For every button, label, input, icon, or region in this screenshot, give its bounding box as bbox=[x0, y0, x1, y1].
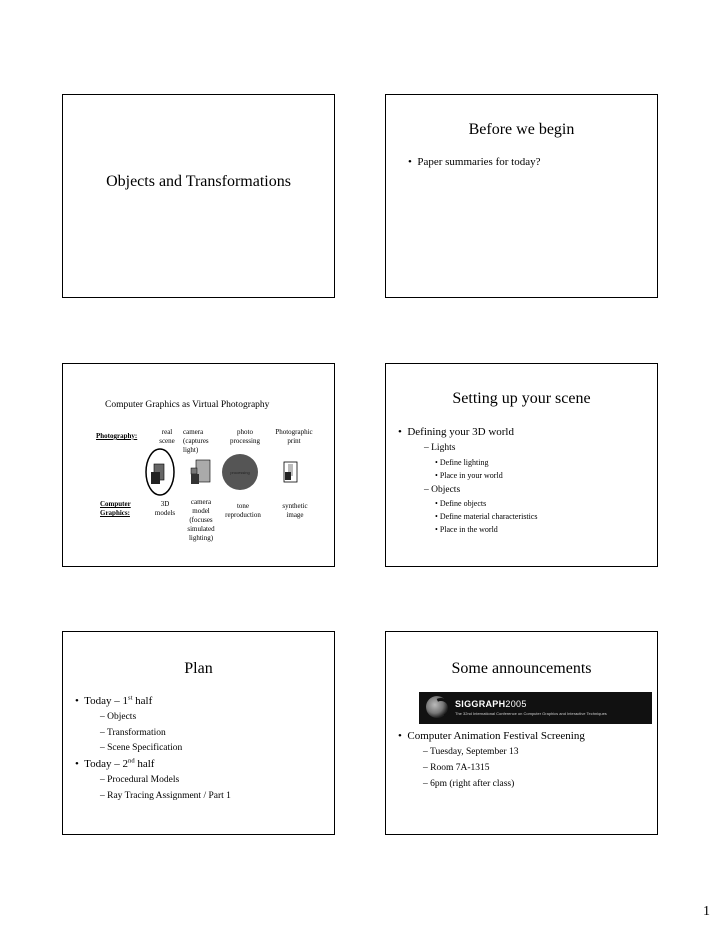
dash-marker: – bbox=[100, 743, 105, 753]
sub-item-text: Procedural Models bbox=[107, 775, 180, 785]
subsub-item bbox=[435, 471, 503, 480]
graphics-label-line2: Graphics: bbox=[100, 509, 130, 517]
slide-title: Plan bbox=[184, 660, 213, 677]
subsub-item bbox=[435, 499, 486, 508]
sub-item-text: Scene Specification bbox=[107, 743, 183, 753]
sub-item bbox=[423, 747, 518, 757]
dash-marker: – bbox=[424, 443, 429, 453]
sub-item bbox=[424, 443, 455, 453]
sub-item-text: Objects bbox=[431, 485, 461, 495]
camera-lens bbox=[191, 468, 197, 474]
bullet-item bbox=[75, 695, 152, 707]
ordinal-suffix: nd bbox=[128, 757, 135, 765]
sub-item bbox=[100, 743, 182, 753]
dash-marker: – bbox=[423, 747, 428, 757]
sub-item bbox=[424, 485, 460, 495]
bullet-marker: • bbox=[408, 156, 412, 168]
subsub-item bbox=[435, 512, 538, 521]
sub-item-text: Transformation bbox=[106, 728, 166, 738]
sub-item-text: Lights bbox=[431, 443, 456, 453]
camera-model-label: camera model (focuses simulated lighting) bbox=[187, 498, 215, 542]
bullet-marker: • bbox=[435, 525, 438, 534]
bullet-marker: • bbox=[435, 499, 438, 508]
subsub-item-text: Define material characteristics bbox=[439, 512, 538, 521]
synthetic-image-label: synthetic image bbox=[282, 502, 308, 519]
sub-item bbox=[100, 712, 136, 722]
photo-processing-label: photo processing bbox=[230, 428, 260, 445]
subsub-item-text: Define lighting bbox=[439, 458, 489, 467]
slide-title: Setting up your scene bbox=[452, 390, 591, 407]
bullet-item bbox=[75, 758, 154, 770]
sub-item-text: Ray Tracing Assignment / Part 1 bbox=[107, 791, 231, 801]
slide-title: Objects and Transformations bbox=[106, 173, 291, 190]
slide-title: Some announcements bbox=[451, 660, 592, 677]
subsub-item bbox=[435, 458, 488, 467]
sub-item bbox=[423, 763, 490, 773]
dash-marker: – bbox=[423, 763, 428, 773]
slide-title: Before we begin bbox=[468, 121, 575, 138]
bullet-text: Computer Animation Festival Screening bbox=[407, 730, 585, 742]
sub-item-text: Objects bbox=[107, 712, 137, 722]
dash-marker: – bbox=[100, 712, 105, 722]
slide-6 bbox=[385, 631, 658, 835]
banner-brand-year: 2005 bbox=[505, 699, 527, 709]
slide-3 bbox=[62, 363, 335, 567]
page-number: 1 bbox=[703, 904, 710, 919]
subsub-item bbox=[435, 525, 498, 534]
dash-marker: – bbox=[100, 728, 105, 738]
ordinal-suffix: st bbox=[128, 694, 133, 702]
slide-5 bbox=[62, 631, 335, 835]
bullet-item bbox=[398, 730, 585, 742]
camera-film bbox=[191, 474, 199, 484]
bullet-text: Today – 1 bbox=[84, 695, 129, 707]
slide-1 bbox=[62, 94, 335, 298]
dash-marker: – bbox=[100, 775, 105, 785]
bullet-item bbox=[398, 426, 514, 438]
bullet-marker: • bbox=[398, 426, 402, 438]
tone-reproduction-label: tone reproduction bbox=[225, 502, 261, 519]
banner-brand bbox=[455, 699, 527, 709]
3d-models-label: 3D models bbox=[154, 500, 176, 517]
subsub-item-text: Place in the world bbox=[439, 525, 498, 534]
dash-marker: – bbox=[100, 791, 105, 801]
sub-item bbox=[423, 779, 514, 789]
bullet-text-suffix: half bbox=[134, 758, 155, 770]
camera-label: camera (captures light) bbox=[183, 428, 209, 454]
bullet-item bbox=[408, 156, 540, 168]
print-object-dark bbox=[285, 472, 291, 480]
sub-item bbox=[100, 791, 231, 801]
graphics-label bbox=[100, 500, 131, 518]
real-scene-label: real scene bbox=[159, 428, 175, 445]
bullet-text: Defining your 3D world bbox=[407, 426, 514, 438]
siggraph-banner bbox=[419, 692, 652, 724]
banner-brand-name: SIGGRAPH bbox=[455, 699, 506, 709]
bullet-marker: • bbox=[75, 695, 79, 707]
dash-marker: – bbox=[424, 485, 429, 495]
photography-label: Photography: bbox=[96, 432, 138, 440]
bullet-marker: • bbox=[435, 512, 438, 521]
sub-item bbox=[100, 728, 166, 738]
bullet-text: Paper summaries for today? bbox=[417, 156, 541, 168]
sub-item-text: Room 7A-1315 bbox=[430, 763, 490, 773]
graphics-label-line1: Computer bbox=[100, 500, 131, 508]
pipeline-figure bbox=[139, 448, 309, 500]
sub-item-text: 6pm (right after class) bbox=[430, 779, 515, 789]
bullet-text-suffix: half bbox=[132, 695, 153, 707]
photographic-print-label: Photographic print bbox=[275, 428, 313, 445]
dash-marker: – bbox=[423, 779, 428, 789]
bullet-marker: • bbox=[398, 730, 402, 742]
processing-circle-text: processing bbox=[230, 470, 250, 475]
sub-item bbox=[100, 775, 179, 785]
slide-4 bbox=[385, 363, 658, 567]
bullet-text: Today – 2 bbox=[84, 758, 129, 770]
bullet-marker: • bbox=[435, 458, 438, 467]
bullet-marker: • bbox=[75, 758, 79, 770]
subsub-item-text: Define objects bbox=[439, 499, 487, 508]
subsub-item-text: Place in your world bbox=[439, 471, 503, 480]
banner-tagline: The 32nd International Conference on Computer Graphics and Interactive Techniques bbox=[455, 711, 607, 716]
bullet-marker: • bbox=[435, 471, 438, 480]
slide-title: Computer Graphics as Virtual Photography bbox=[105, 400, 270, 410]
sub-item-text: Tuesday, September 13 bbox=[429, 747, 519, 757]
scene-object-front bbox=[151, 472, 160, 484]
slide-2 bbox=[385, 94, 658, 298]
